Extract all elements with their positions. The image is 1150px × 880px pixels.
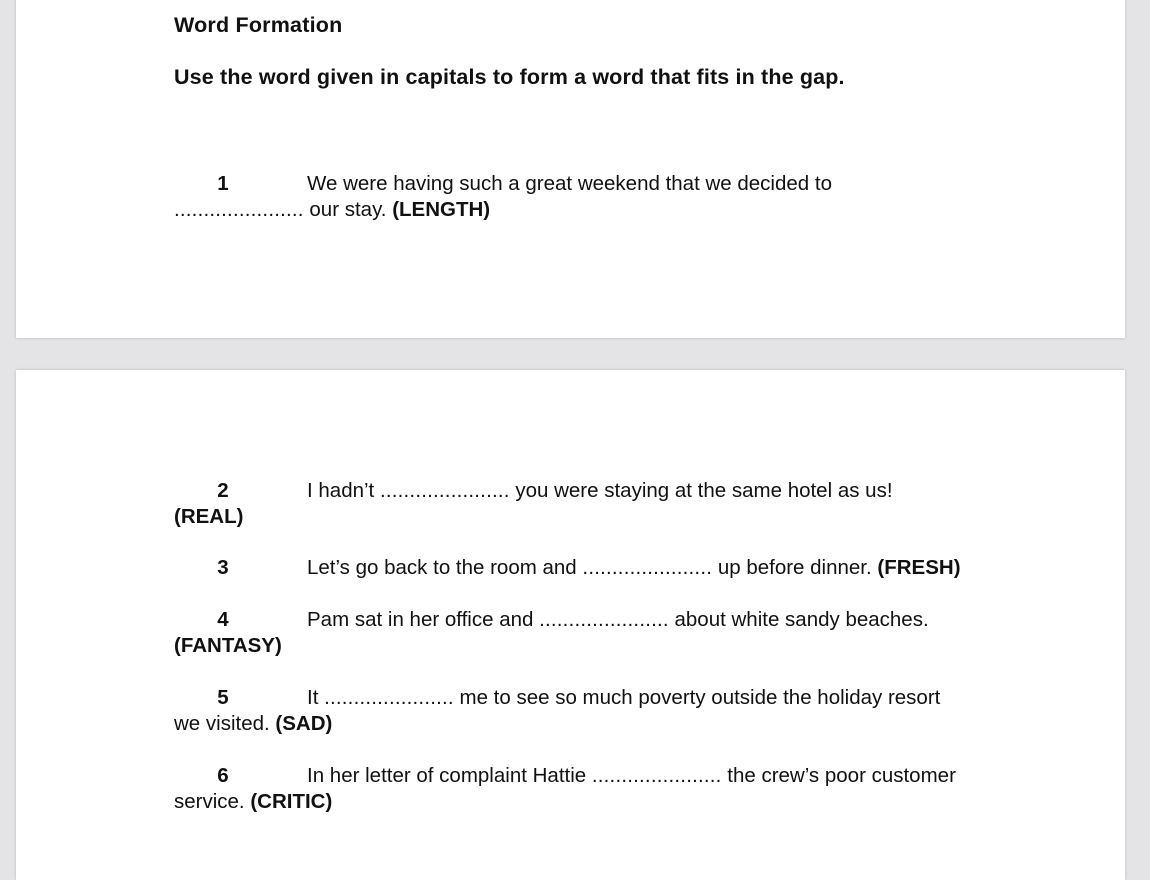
item-text: I hadn’t	[307, 479, 380, 502]
item-number: 6	[217, 764, 229, 787]
answer-gap[interactable]: ......................	[591, 764, 722, 787]
item-text: Let’s go back to the room and	[307, 556, 583, 579]
item-number: 5	[217, 686, 229, 709]
answer-gap[interactable]: ......................	[582, 556, 713, 579]
item-text: We were having such a great weekend that we decided to	[307, 172, 832, 195]
item-text-wrapped: service.	[174, 790, 251, 813]
cue-word: (CRITIC)	[250, 790, 333, 813]
exercise-item-5	[174, 685, 1074, 737]
document-page-1	[16, 0, 1125, 338]
exercise-item-1	[174, 171, 1074, 223]
item-number: 1	[217, 172, 229, 195]
page-title: Word Formation	[174, 13, 343, 37]
instructions: Use the word given in capitals to form a word that fits in the gap.	[174, 65, 845, 89]
item-text-wrapped: we visited.	[174, 712, 276, 735]
item-number: 3	[217, 556, 229, 579]
item-text: Pam sat in her office and	[307, 608, 540, 631]
item-text: It	[307, 686, 325, 709]
cue-word: (REAL)	[174, 505, 244, 528]
document-page-2	[16, 370, 1125, 880]
exercise-item-2	[174, 478, 1074, 530]
item-number: 2	[217, 479, 229, 502]
answer-gap[interactable]: ......................	[379, 479, 510, 502]
item-text-continued: up before dinner.	[712, 556, 878, 579]
cue-word: (FRESH)	[877, 556, 961, 579]
cue-word: (LENGTH)	[392, 198, 491, 221]
exercise-item-3	[174, 555, 1074, 581]
item-text-continued: the crew’s poor customer	[721, 764, 956, 787]
item-number: 4	[217, 608, 229, 631]
exercise-item-4	[174, 607, 1074, 659]
item-text: In her letter of complaint Hattie	[307, 764, 592, 787]
item-text-continued: our stay.	[303, 198, 393, 221]
answer-gap[interactable]: ......................	[539, 608, 669, 631]
cue-word: (FANTASY)	[174, 634, 282, 657]
item-text-continued: about white sandy beaches.	[668, 608, 929, 631]
answer-gap[interactable]: ......................	[324, 686, 454, 709]
answer-gap[interactable]: ......................	[174, 198, 304, 221]
exercise-item-6	[174, 763, 1074, 815]
item-text-continued: you were staying at the same hotel as us!	[509, 479, 893, 502]
cue-word: (SAD)	[275, 712, 333, 735]
item-text-continued: me to see so much poverty outside the holiday resort	[453, 686, 941, 709]
